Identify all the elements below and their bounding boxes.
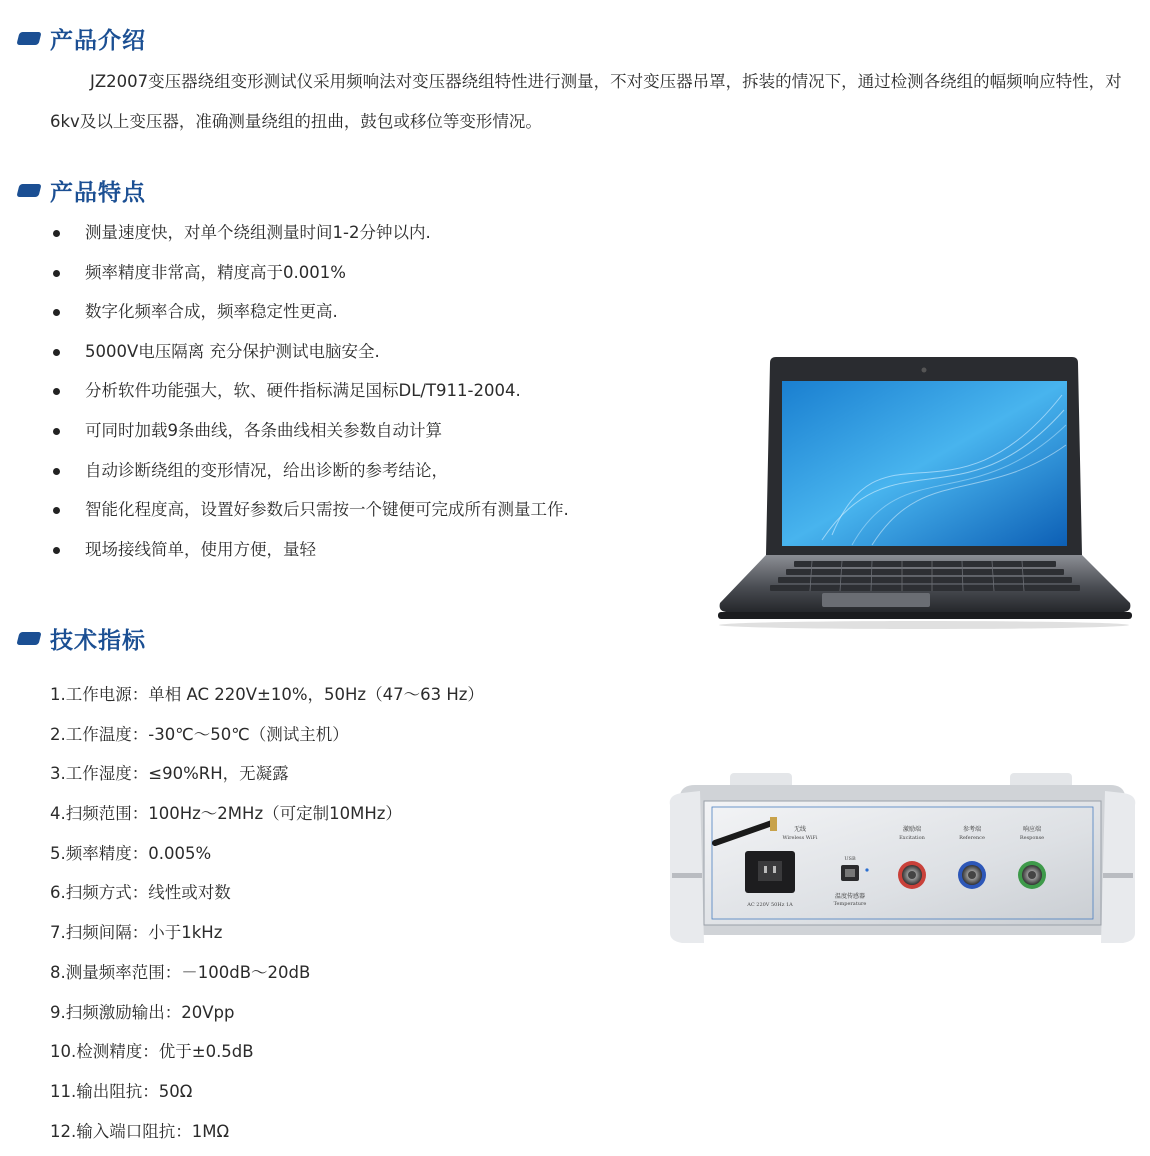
excitation-label-en: Excitation <box>899 835 925 841</box>
heading-marker-icon <box>16 32 41 45</box>
spec-item: 12.输入端口阻抗：1MΩ <box>50 1121 230 1141</box>
spec-item: 5.频率精度：0.005% <box>50 843 212 863</box>
feature-item: 数字化频率合成，频率稳定性更高. <box>50 292 569 332</box>
spec-item: 2.工作温度：-30℃～50℃（测试主机） <box>50 724 349 744</box>
spec-item: 6.扫频方式：线性或对数 <box>50 883 231 903</box>
spec-item: 1.工作电源：单相 AC 220V±10%，50Hz（47～63 Hz） <box>50 685 484 704</box>
spec-item: 7.扫频间隔：小于1kHz <box>50 923 223 943</box>
spec-item: 8.测量频率范围：－100dB～20dB <box>50 962 311 982</box>
usb-label: USB <box>844 856 856 862</box>
section-heading-specs <box>18 620 146 656</box>
section-heading-intro <box>18 20 146 56</box>
section-title: 技术指标 <box>50 627 146 654</box>
feature-item: 智能化程度高，设置好参数后只需按一个键便可完成所有测量工作. <box>50 490 569 530</box>
intro-text <box>50 62 1145 142</box>
power-spec-label: AC 220V 50Hz 1A <box>747 902 793 908</box>
laptop-image <box>712 355 1137 635</box>
intro-paragraph: JZ2007变压器绕组变形测试仪采用频响法对变压器绕组特性进行测量，不对变压器吊罩，拆装的情况下，通过检测各绕组的幅频响应特性，对6kv及以上变压器，准确测量绕组的扭曲，鼓包或移位等变形情况。 <box>50 72 1122 131</box>
heading-marker-icon <box>16 184 41 197</box>
excitation-label-cn: 激励端 <box>902 826 922 833</box>
spec-item: 10.检测精度：优于±0.5dB <box>50 1042 254 1062</box>
feature-item: 5000V电压隔离 充分保护测试电脑安全. <box>50 332 569 372</box>
spec-item: 9.扫频激励输出：20Vpp <box>50 1002 235 1022</box>
feature-item: 可同时加载9条曲线，各条曲线相关参数自动计算 <box>50 411 569 451</box>
section-title: 产品特点 <box>50 179 146 206</box>
feature-item: 分析软件功能强大，软、硬件指标满足国标DL/T911-2004. <box>50 371 569 411</box>
temperature-label-cn: 温度传感器 <box>834 893 866 900</box>
wifi-label-cn: 无线 <box>793 826 807 833</box>
section-title: 产品介绍 <box>50 27 146 54</box>
reference-label-en: Reference <box>959 835 985 841</box>
response-label-en: Response <box>1019 835 1045 841</box>
temperature-label-en: Temperature <box>833 901 867 907</box>
spec-item: 3.工作湿度：≤90%RH，无凝露 <box>50 764 289 784</box>
wifi-label-en: Wireless WiFi <box>782 835 818 841</box>
feature-list <box>50 213 569 569</box>
feature-item: 现场接线简单，使用方便，量轻 <box>50 530 569 570</box>
feature-item: 自动诊断绕组的变形情况，给出诊断的参考结论， <box>50 451 569 491</box>
spec-list <box>50 675 484 1151</box>
spec-item: 11.输出阻抗：50Ω <box>50 1081 193 1101</box>
response-label-cn: 响应端 <box>1022 826 1042 833</box>
instrument-image <box>660 765 1145 950</box>
heading-marker-icon <box>16 632 41 645</box>
feature-item: 测量速度快，对单个绕组测量时间1-2分钟以内. <box>50 213 569 253</box>
reference-label-cn: 参考端 <box>962 826 982 833</box>
spec-item: 4.扫频范围：100Hz～2MHz（可定制10MHz） <box>50 804 402 824</box>
section-heading-features <box>18 172 146 208</box>
feature-item: 频率精度非常高，精度高于0.001% <box>50 253 569 293</box>
